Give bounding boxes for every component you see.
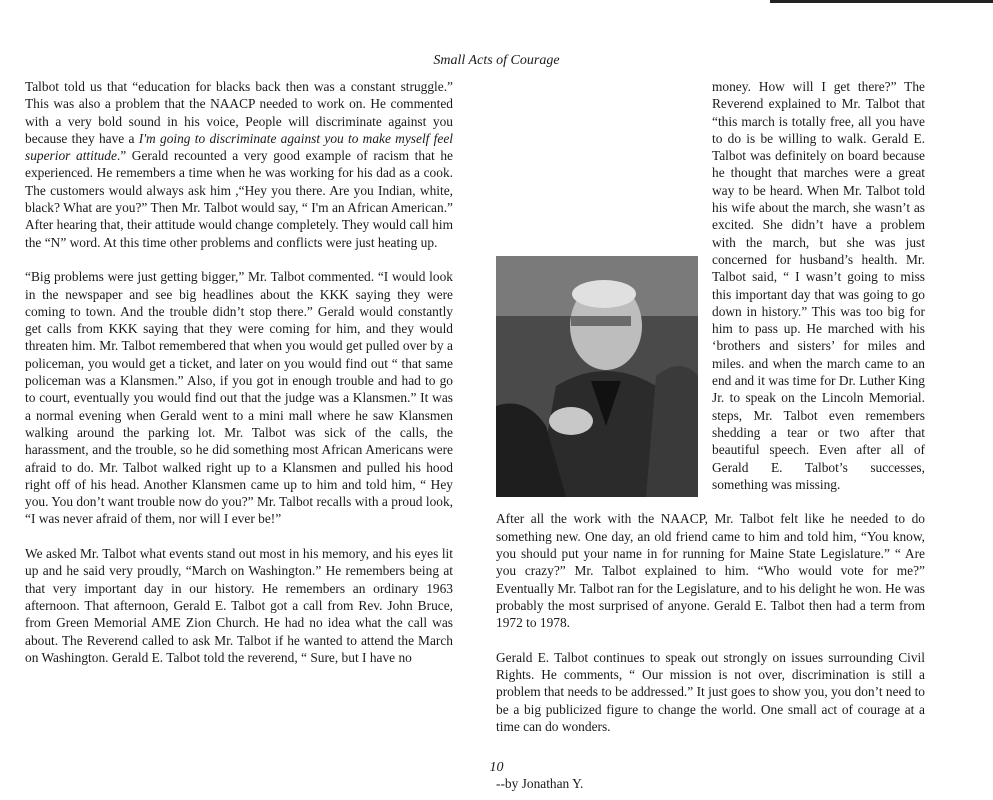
left-paragraph-1 [25,78,453,251]
top-rule [770,0,993,3]
right-p1-text: money. How will I get there?” The Reverend explained to Mr. Talbot that “this march is totally free, all you have to do is be willing to walk. Gerald E. Talbot was definitely on board because he thought that marches were a great way to be heard. When Mr. Talbot told his wife about the march, she wasn’t as excited. She didn’t have a problem with the march, but she was just concerned for husband’s health. Mr. Talbot said, “ I wasn’t going to miss this important day that was going to go down in history.” This was too big for him to pass up. He marched with his ‘brothers and sisters’ for miles and miles. and when the march came to an end and it was time for Dr. Luther King Jr. to speak on the Lincoln Memorial. steps, Mr. Talbot even remembers shedding a tear or two after that beautiful speech. Even after all of Gerald E. Talbot’s successes, something was missing. [712,79,925,492]
photo-illustration [496,256,698,497]
left-p1-text-b: .” Gerald recounted a very good example of racism that he experienced. He remembers a time when he was working for his dad as a cook. The customers would always ask him ,“Hey you there. Are you Indian, white, black? What are you?” Then Mr. Talbot would say, “ I'm an African American.” After hearing that, their attitude would change completely. They would call him the “N” word. At this time other problems and conflicts were just heating up. [25,148,453,250]
page-header: Small Acts of Courage [433,53,560,68]
left-paragraph-2: “Big problems were just getting bigger,” Mr. Talbot commented. “I would look in the newspaper and see big headlines about the KKK saying they were coming to town. And the trouble didn’t stop there.” Gerald would constantly get calls from KKK saying that they were coming for him, and they would threaten him. Mr. Talbot remembered that when you would get pulled over by a policeman, you would get a ticket, and later on you would find out “ that same policeman was a Klansmen.” Also, if you got in enough trouble and had to go to court, eventually you would find out that the judge was a Klansmen.” It was a normal evening when Gerald went to a mini mall where he saw Klansmen walking around the parking lot. Mr. Talbot was sick of the calls, the harassment, and the trouble, so he did something most African Americans were afraid to do. Mr. Talbot walked right up to a Klansmen and pulled his hood right off of his head. Another Klansmen came up to him and told him, “ Hey you. You don’t want trouble now do you?” Mr. Talbot recalls with a proud look, “I was never afraid of them, nor will I ever be!” [25,269,453,527]
portrait-photo [496,256,698,497]
right-paragraph-3: Gerald E. Talbot continues to speak out strongly on issues surrounding Civil Rights. He comments, “ Our mission is not over, discrimination is still a problem that needs to be addressed.” It just goes to show you, you don’t need to be a big publicized figure to change the world. One small act of courage at a time can do wonders. [496,649,925,734]
left-p1-italic: I'm going to discriminate against you to make myself feel superior attitude [25,130,453,164]
left-paragraph-3: We asked Mr. Talbot what events stand out most in his memory, and his eyes lit up and he said very proudly, “March on Washington.” He remembers being at that very important day in our history. He remembers an ordinary 1963 afternoon. That afternoon, Gerald E. Talbot got a call from Rev. John Bruce, from Green Memorial AME Zion Church. He had no idea what the call was about. The Reverend called to ask Mr. Talbot if he wanted to attend the March on Washington. Gerald E. Talbot told the reverend, “ Sure, but I have no [25,546,453,665]
right-paragraph-2: After all the work with the NAACP, Mr. Talbot felt like he needed to do something new. One day, an old friend came to him and told him, “You know, you should put your name in for running for Maine State Legislature.” “ Are you crazy?” Mr. Talbot explained to him. “Who would vote for me?” Eventually Mr. Talbot ran for the Legislature, and to his delight he won. He was probably the most surprised of anyone. Gerald E. Talbot then had a term from 1972 to 1978. [496,511,925,631]
left-p1-text-a: Talbot told us that “education for blacks back then was a constant struggle.” This was also a problem that the NAACP needed to work on. He commented with a very bold sound in his voice, People will discriminate against you because they have a [25,79,453,146]
right-column [496,78,925,793]
byline: --by Jonathan Y. [496,776,584,792]
right-paragraph-1 [496,78,925,493]
left-column [25,78,453,666]
page-number: 10 [489,760,504,775]
